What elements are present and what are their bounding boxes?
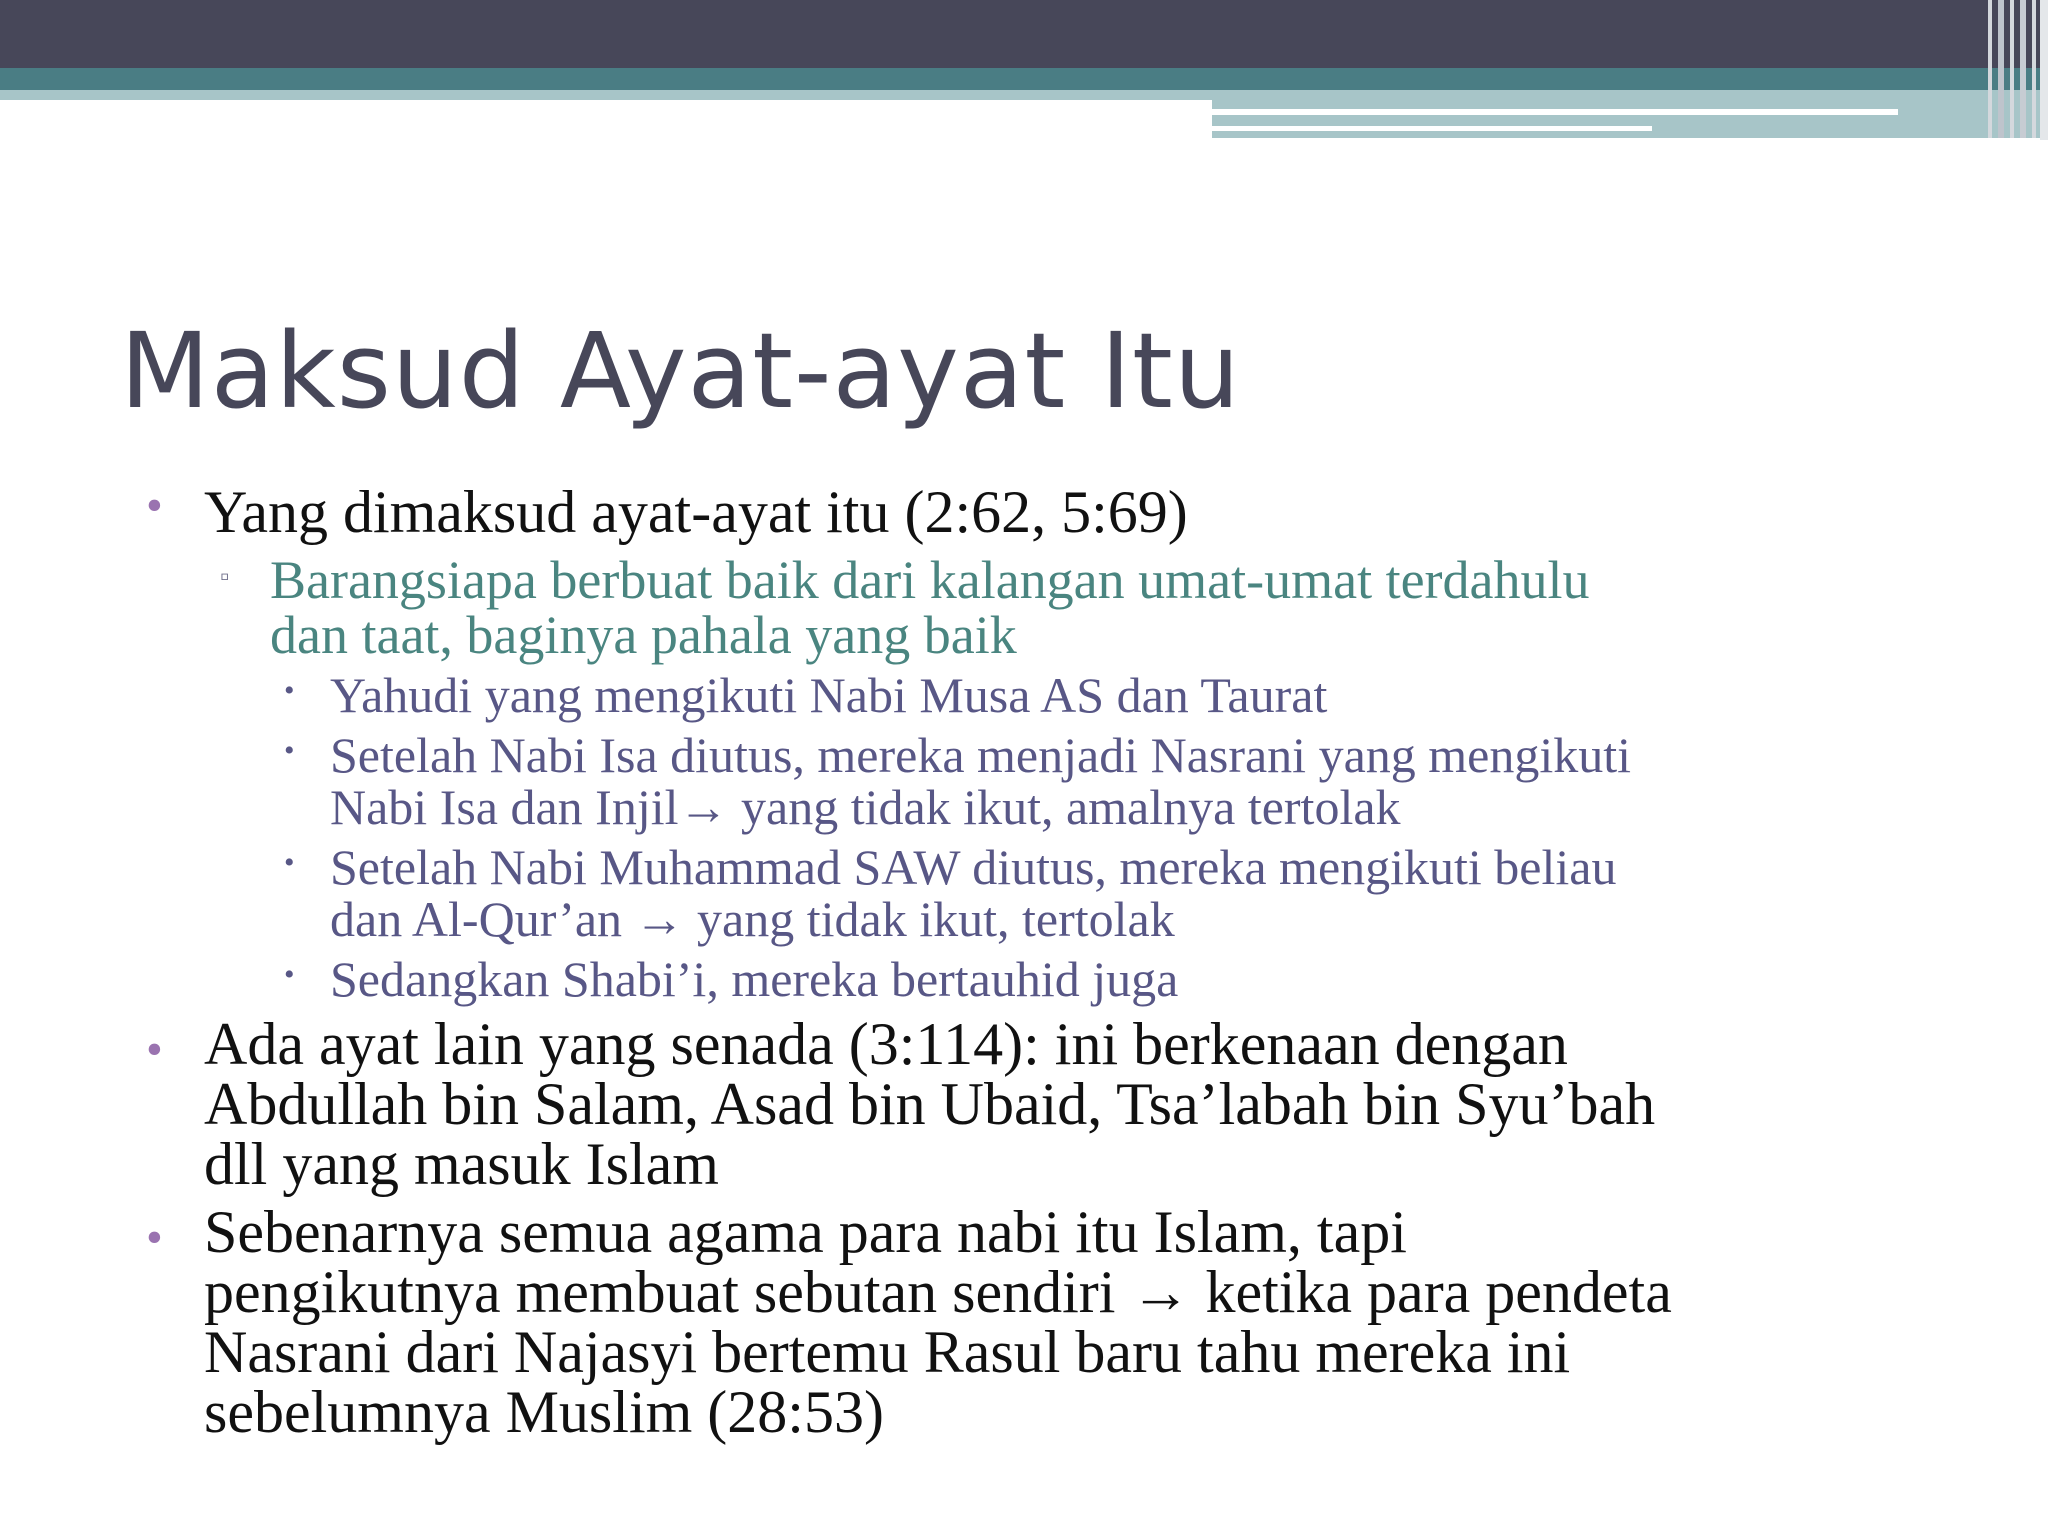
sub-bullet-line: Barangsiapa berbuat baik dari kalangan umat-umat terdahulu xyxy=(270,550,1590,610)
corner-stripe xyxy=(1998,0,2004,138)
bullet-dot-icon: • xyxy=(146,1023,163,1076)
bullet-dot-icon: • xyxy=(146,1211,163,1264)
corner-stripe xyxy=(2020,0,2026,138)
sub-sub-bullet-line: Nabi Isa dan Injil→ yang tidak ikut, amalnya tertolak xyxy=(330,779,1401,835)
header-divider-line xyxy=(1212,126,1652,131)
sub-sub-bullet-line: Setelah Nabi Isa diutus, mereka menjadi Nasrani yang mengikuti xyxy=(330,727,1632,783)
sub-bullet-square-icon: ▫ xyxy=(220,562,230,591)
sub-sub-bullet-dot-icon: • xyxy=(284,846,295,879)
bullet-1-text: Yang dimaksud ayat-ayat itu (2:62, 5:69) xyxy=(204,479,1188,545)
header-divider-line xyxy=(1212,109,1898,115)
header-teal-band xyxy=(0,68,2048,90)
corner-stripe xyxy=(2032,0,2036,138)
bullet-2-line: Ada ayat lain yang senada (3:114): ini berkenaan dengan xyxy=(204,1011,1568,1077)
bullet-3-line: sebelumnya Muslim (28:53) xyxy=(204,1379,884,1445)
bullet-3-line: pengikutnya membuat sebutan sendiri → ketika para pendeta xyxy=(204,1259,1672,1325)
corner-stripe xyxy=(1988,0,1992,138)
corner-stripe xyxy=(2010,0,2014,138)
sub-bullet-line: dan taat, baginya pahala yang baik xyxy=(270,605,1017,665)
header-dark-band xyxy=(0,0,2048,68)
corner-stripe xyxy=(2040,0,2048,140)
bullet-dot-icon: • xyxy=(146,479,163,532)
sub-sub-bullet-dot-icon: • xyxy=(284,674,295,707)
bullet-2-line: Abdullah bin Salam, Asad bin Ubaid, Tsa’labah bin Syu’bah xyxy=(204,1071,1656,1137)
sub-sub-bullet-line: dan Al-Qur’an → yang tidak ikut, tertolak xyxy=(330,891,1175,947)
sub-sub-bullet-dot-icon: • xyxy=(284,734,295,767)
sub-sub-bullet-line: Yahudi yang mengikuti Nabi Musa AS dan Taurat xyxy=(330,667,1328,723)
sub-sub-bullet-dot-icon: • xyxy=(284,958,295,991)
sub-sub-bullet-line: Setelah Nabi Muhammad SAW diutus, mereka mengikuti beliau xyxy=(330,839,1617,895)
slide-title: Maksud Ayat-ayat Itu xyxy=(120,310,1241,432)
bullet-3-line: Nasrani dari Najasyi bertemu Rasul baru tahu mereka ini xyxy=(204,1319,1571,1385)
bullet-2-line: dll yang masuk Islam xyxy=(204,1131,719,1197)
sub-sub-bullet-line: Sedangkan Shabi’i, mereka bertauhid juga xyxy=(330,951,1179,1007)
header-light-band xyxy=(0,90,1212,100)
bullet-3-line: Sebenarnya semua agama para nabi itu Islam, tapi xyxy=(204,1199,1407,1265)
